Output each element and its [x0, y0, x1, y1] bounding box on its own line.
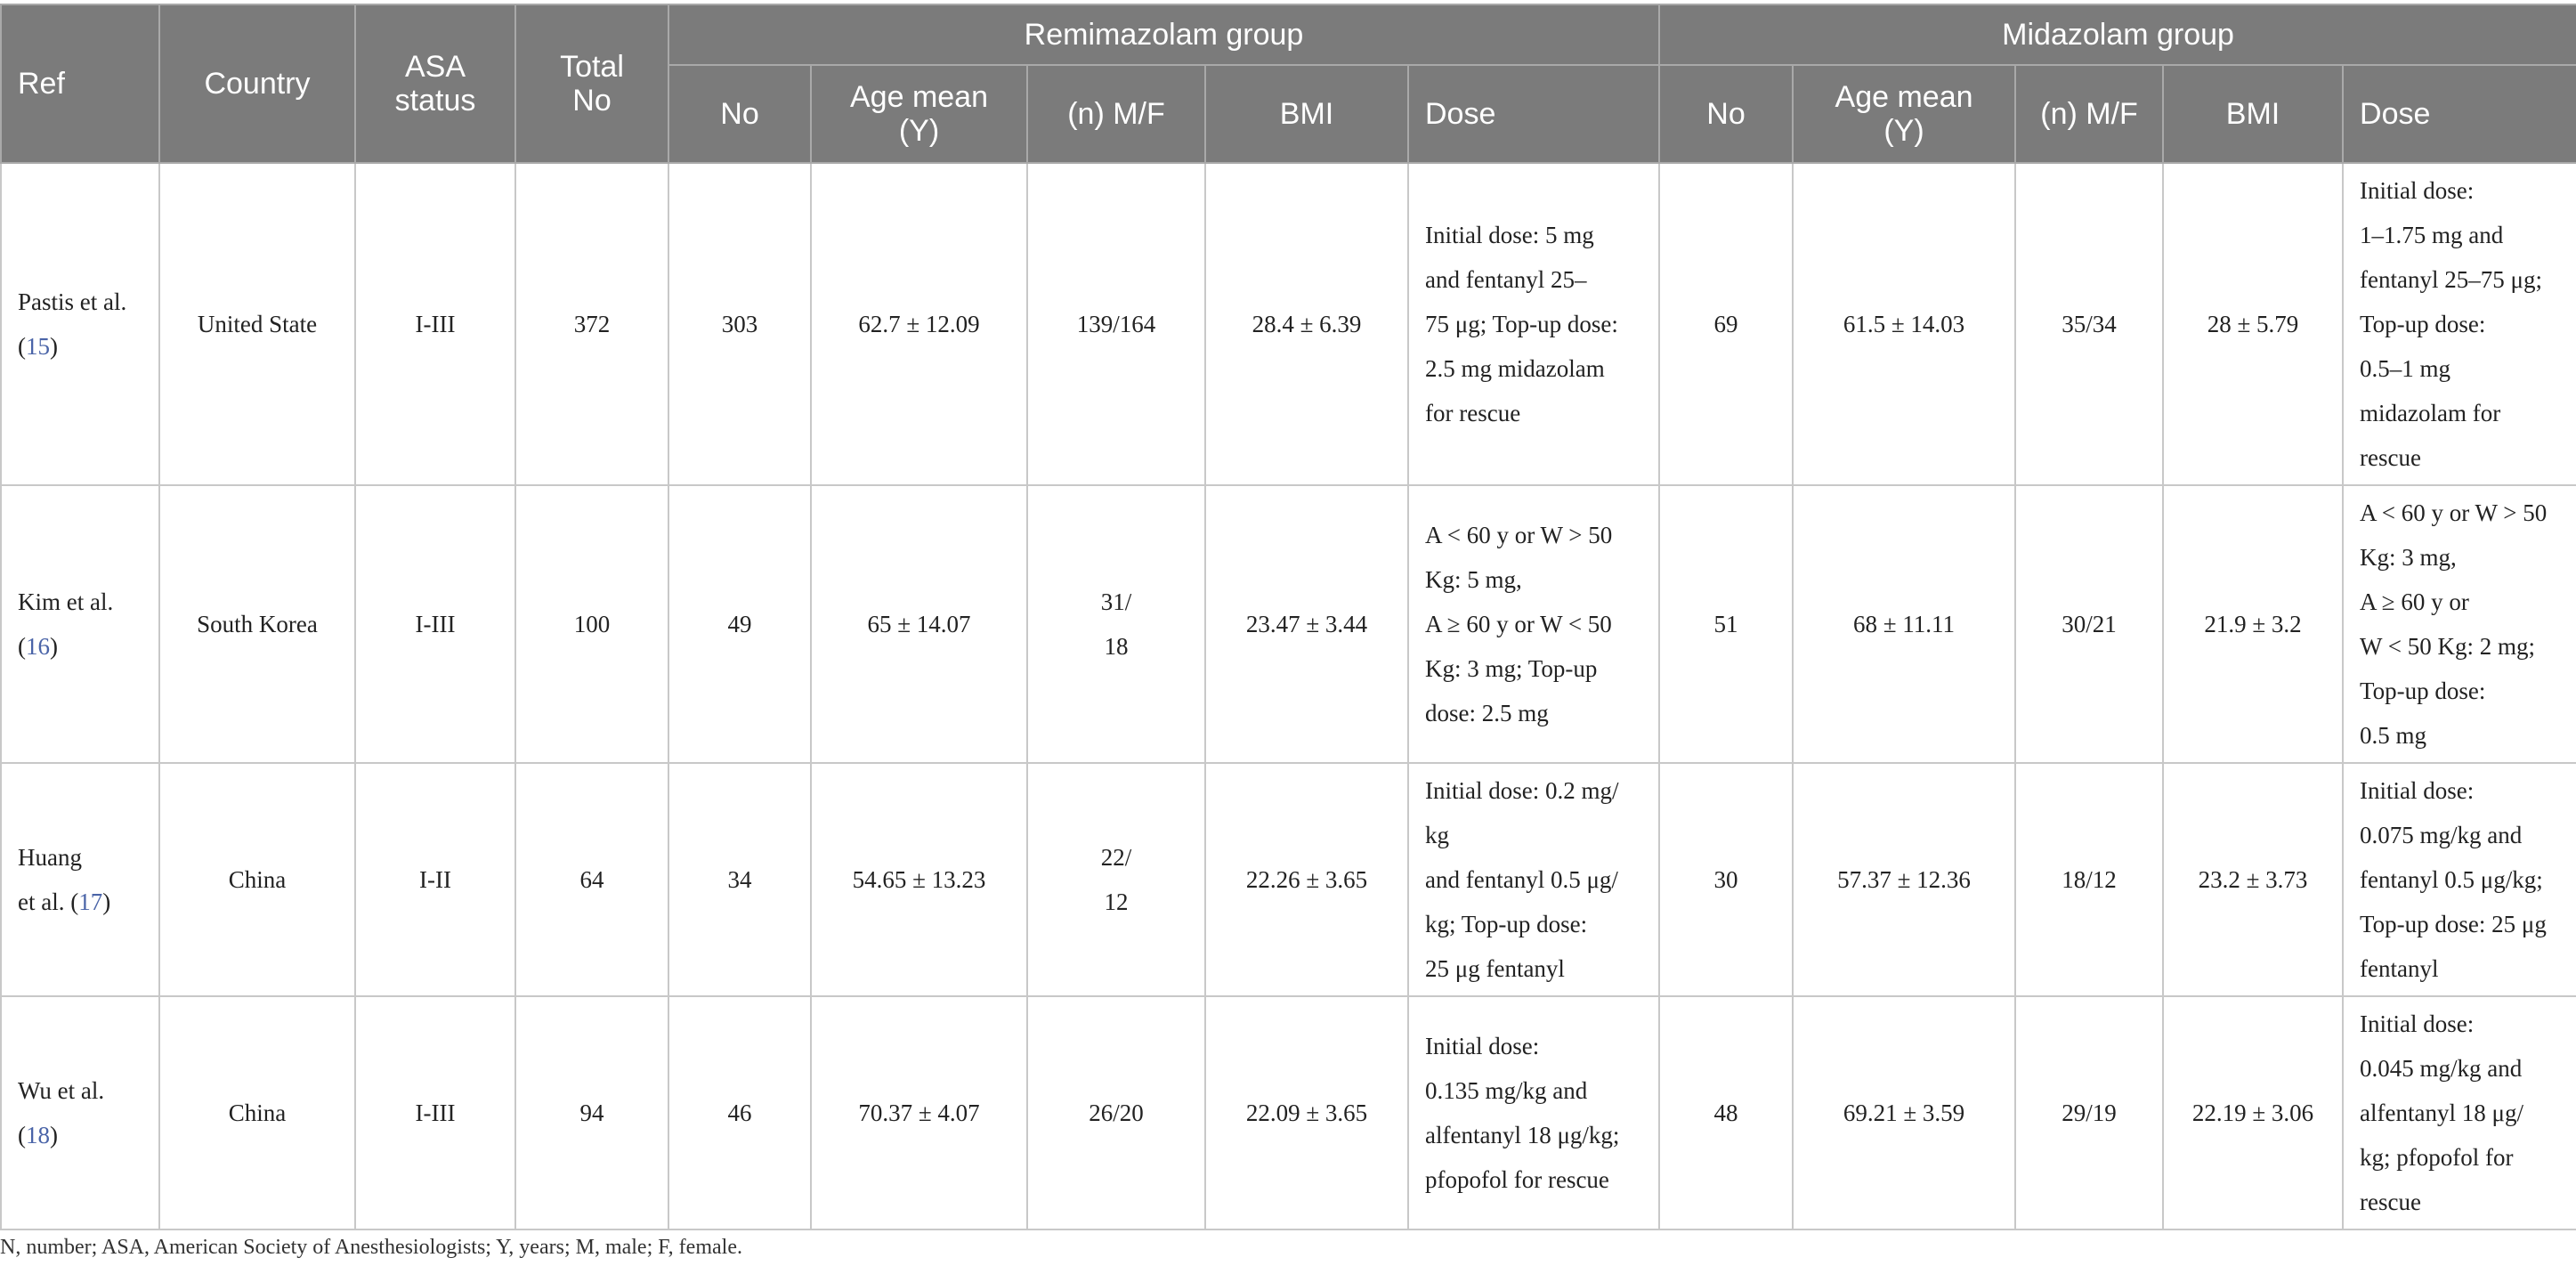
ref-link[interactable]: 18 — [26, 1122, 50, 1148]
cell-asa: I-III — [355, 163, 515, 485]
table-row — [1, 485, 2576, 763]
cell-mid-no: 51 — [1659, 485, 1793, 763]
cell-rem-mf: 22/ 12 — [1027, 763, 1205, 996]
cell-asa: I-III — [355, 996, 515, 1229]
cell-rem-dose: Initial dose: 0.135 mg/kg and alfentanyl 18 μg/kg; pfopofol for rescue — [1408, 996, 1659, 1229]
cell-country: China — [159, 996, 355, 1229]
cell-total: 94 — [515, 996, 668, 1229]
cell-rem-dose: Initial dose: 0.2 mg/ kg and fentanyl 0.5 μg/ kg; Top-up dose: 25 μg fentanyl — [1408, 763, 1659, 996]
cell-mid-no: 69 — [1659, 163, 1793, 485]
cell-ref: Huang et al. (17) — [1, 763, 159, 996]
cell-mid-age: 57.37 ± 12.36 — [1793, 763, 2015, 996]
cell-country: United State — [159, 163, 355, 485]
cell-mid-bmi: 28 ± 5.79 — [2163, 163, 2343, 485]
cell-rem-age: 70.37 ± 4.07 — [811, 996, 1027, 1229]
cell-rem-dose: A < 60 y or W > 50 Kg: 5 mg, A ≥ 60 y or W < 50 Kg: 3 mg; Top-up dose: 2.5 mg — [1408, 485, 1659, 763]
cell-mid-mf: 30/21 — [2015, 485, 2163, 763]
cell-rem-age: 65 ± 14.07 — [811, 485, 1027, 763]
col-header-rem-mf: (n) M/F — [1027, 65, 1205, 163]
cell-rem-no: 34 — [668, 763, 811, 996]
cell-asa: I-II — [355, 763, 515, 996]
col-header-asa-status: ASA status — [355, 4, 515, 163]
cell-rem-no: 46 — [668, 996, 811, 1229]
col-header-rem-bmi: BMI — [1205, 65, 1408, 163]
cell-rem-bmi: 23.47 ± 3.44 — [1205, 485, 1408, 763]
table-row — [1, 163, 2576, 485]
cell-mid-no: 48 — [1659, 996, 1793, 1229]
cell-mid-age: 69.21 ± 3.59 — [1793, 996, 2015, 1229]
cell-mid-mf: 18/12 — [2015, 763, 2163, 996]
cell-mid-dose: Initial dose: 0.045 mg/kg and alfentanyl 18 μg/ kg; pfopofol for rescue — [2343, 996, 2576, 1229]
cell-ref: Wu et al. (18) — [1, 996, 159, 1229]
col-header-mid-age: Age mean (Y) — [1793, 65, 2015, 163]
group-header-remimazolam: Remimazolam group — [668, 4, 1659, 65]
cell-country: China — [159, 763, 355, 996]
cell-mid-dose: A < 60 y or W > 50 Kg: 3 mg, A ≥ 60 y or W < 50 Kg: 2 mg; Top-up dose: 0.5 mg — [2343, 485, 2576, 763]
table-row — [1, 996, 2576, 1229]
cell-mid-bmi: 21.9 ± 3.2 — [2163, 485, 2343, 763]
cell-rem-age: 54.65 ± 13.23 — [811, 763, 1027, 996]
cell-mid-bmi: 22.19 ± 3.06 — [2163, 996, 2343, 1229]
cell-asa: I-III — [355, 485, 515, 763]
cell-total: 372 — [515, 163, 668, 485]
cell-ref: Kim et al. (16) — [1, 485, 159, 763]
cell-rem-mf: 31/ 18 — [1027, 485, 1205, 763]
ref-link[interactable]: 16 — [26, 633, 50, 660]
cell-rem-dose: Initial dose: 5 mg and fentanyl 25– 75 μg; Top-up dose: 2.5 mg midazolam for rescue — [1408, 163, 1659, 485]
ref-author: Pastis et al. — [18, 288, 127, 315]
col-header-country: Country — [159, 4, 355, 163]
cell-mid-dose: Initial dose: 1–1.75 mg and fentanyl 25–75 μg; Top-up dose: 0.5–1 mg midazolam for rescue — [2343, 163, 2576, 485]
cell-mid-bmi: 23.2 ± 3.73 — [2163, 763, 2343, 996]
cell-rem-bmi: 22.09 ± 3.65 — [1205, 996, 1408, 1229]
col-header-ref: Ref — [1, 4, 159, 163]
group-header-midazolam: Midazolam group — [1659, 4, 2576, 65]
table-footnote: N, number; ASA, American Society of Anesthesiologists; Y, years; M, male; F, female. — [0, 1236, 742, 1259]
cell-ref: Pastis et al. (15) — [1, 163, 159, 485]
cell-rem-mf: 139/164 — [1027, 163, 1205, 485]
cell-rem-no: 49 — [668, 485, 811, 763]
cell-rem-bmi: 22.26 ± 3.65 — [1205, 763, 1408, 996]
cell-mid-mf: 29/19 — [2015, 996, 2163, 1229]
header-row-group — [1, 4, 2576, 65]
col-header-mid-dose: Dose — [2343, 65, 2576, 163]
col-header-mid-mf: (n) M/F — [2015, 65, 2163, 163]
ref-author: Wu et al. — [18, 1077, 105, 1104]
ref-link[interactable]: 15 — [26, 333, 50, 360]
cell-mid-mf: 35/34 — [2015, 163, 2163, 485]
cell-rem-mf: 26/20 — [1027, 996, 1205, 1229]
study-characteristics-table — [0, 4, 2576, 1230]
ref-author: Kim et al. — [18, 588, 114, 615]
col-header-rem-no: No — [668, 65, 811, 163]
ref-link[interactable]: 17 — [78, 889, 103, 915]
cell-rem-bmi: 28.4 ± 6.39 — [1205, 163, 1408, 485]
cell-country: South Korea — [159, 485, 355, 763]
cell-rem-age: 62.7 ± 12.09 — [811, 163, 1027, 485]
cell-mid-age: 68 ± 11.11 — [1793, 485, 2015, 763]
col-header-mid-no: No — [1659, 65, 1793, 163]
table-row — [1, 763, 2576, 996]
col-header-rem-age: Age mean (Y) — [811, 65, 1027, 163]
col-header-total-no: Total No — [515, 4, 668, 163]
col-header-mid-bmi: BMI — [2163, 65, 2343, 163]
cell-total: 64 — [515, 763, 668, 996]
ref-author: Huang et al. — [18, 844, 82, 915]
col-header-rem-dose: Dose — [1408, 65, 1659, 163]
cell-rem-no: 303 — [668, 163, 811, 485]
cell-mid-dose: Initial dose: 0.075 mg/kg and fentanyl 0.5 μg/kg; Top-up dose: 25 μg fentanyl — [2343, 763, 2576, 996]
cell-total: 100 — [515, 485, 668, 763]
cell-mid-no: 30 — [1659, 763, 1793, 996]
cell-mid-age: 61.5 ± 14.03 — [1793, 163, 2015, 485]
